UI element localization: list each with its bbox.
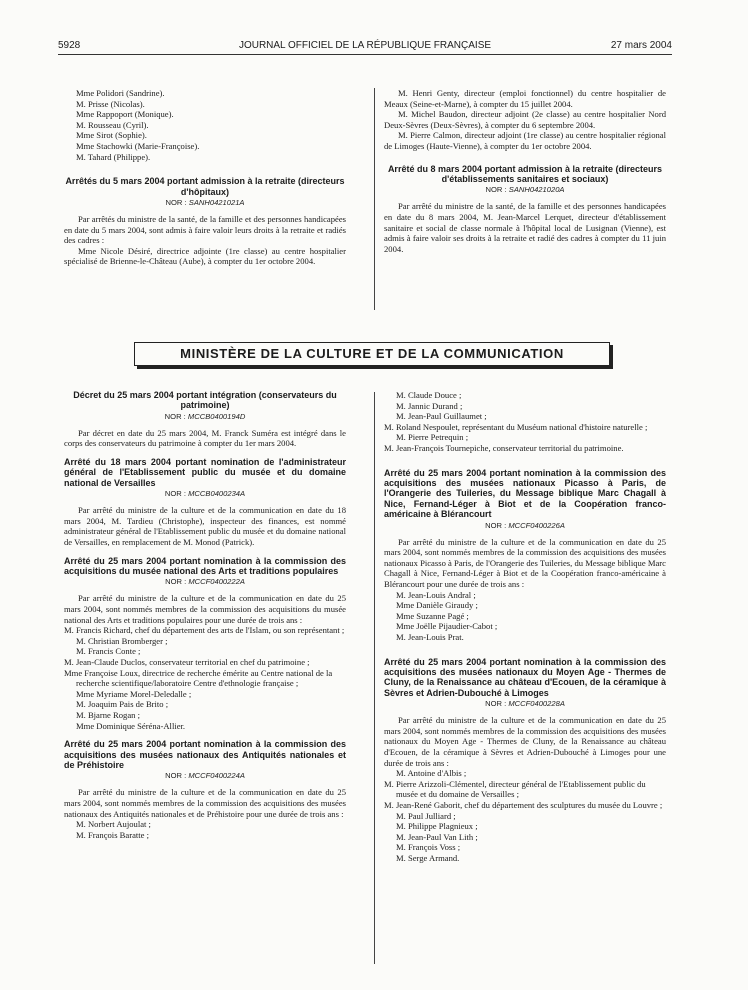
arrete-title: Arrêté du 25 mars 2004 portant nomination à la commission des acquisitions des musées nationaux Picasso à Paris, de l'Orangerie des Tuileries, du Message biblique Marc Chagall à Nice, Fernand-Léger à Biot et de la Coopération franco-américaine à Blérancourt bbox=[384, 467, 666, 520]
nor-reference: NOR : MCCF0400222A bbox=[165, 577, 245, 587]
top-right-column bbox=[384, 88, 666, 254]
member-item: M. Bjarne Rogan ; bbox=[76, 709, 140, 720]
column-divider-top bbox=[374, 88, 375, 310]
member-item: Mme Dominique Séréna-Allier. bbox=[76, 720, 186, 731]
decret-paragraph: Par décret en date du 25 mars 2004, M. Franck Suméra est intégré dans le corps des conservateurs du patrimoine à compter du 1er mars 2004. bbox=[64, 427, 346, 449]
bottom-left-column bbox=[64, 390, 346, 840]
member-item: M. Claude Douce ; bbox=[396, 390, 462, 400]
top-left-column bbox=[64, 88, 346, 267]
arrete-paragraph: M. Henri Genty, directeur (emploi fonctionnel) du centre hospitalier de Meaux (Seine-et-Marne), à compter du 15 juillet 2004. bbox=[384, 88, 666, 109]
arrete-paragraph: Mme Nicole Désiré, directrice adjointe (1re classe) au centre hospitalier spécialisé de Brienne-le-Château (Aube), à compter du 1er octobre 2004. bbox=[64, 245, 346, 267]
arrete-title: Arrêté du 18 mars 2004 portant nomination de l'administrateur général de l'Etablissement public du musée et du domaine national de Versailles bbox=[64, 457, 346, 488]
member-item: Mme Myriame Morel-Deledalle ; bbox=[76, 688, 192, 699]
nor-reference: NOR : MCCF0400224A bbox=[165, 771, 245, 781]
member-item: M. Jean-Paul Guillaumet ; bbox=[396, 411, 487, 422]
arrete-paragraph: Par arrêté du ministre de la culture et de la communication en date du 18 mars 2004, M. Tardieu (Christophe), inspecteur des finances, est nommé administrateur général de l'Etablissement public du musée et du domaine national de Versailles, en remplacement de M. Monod (Patrick). bbox=[64, 505, 346, 547]
nor-reference: NOR : SANH0421020A bbox=[485, 185, 565, 195]
arrete-title: Arrêté du 25 mars 2004 portant nomination à la commission des acquisitions du musée national des Arts et traditions populaires bbox=[64, 555, 346, 576]
nor-reference: NOR : MCCF0400228A bbox=[485, 699, 565, 709]
list-item: M. Rousseau (Cyril). bbox=[76, 119, 149, 130]
arrete-paragraph: Par arrêtés du ministre de la santé, de la famille et des personnes handicapées en date du 5 mars 2004, sont admis à faire valoir leurs droits à la retraite et radiés des cadres : bbox=[64, 213, 346, 246]
member-item: M. Christian Bromberger ; bbox=[76, 635, 168, 646]
member-item: M. Jean-Louis Andral ; bbox=[396, 589, 476, 600]
ministry-banner: MINISTÈRE DE LA CULTURE ET DE LA COMMUNICATION bbox=[134, 342, 610, 366]
decret-title: Décret du 25 mars 2004 portant intégration (conservateurs du patrimoine) bbox=[73, 390, 337, 411]
member-item: Mme Danièle Giraudy ; bbox=[396, 600, 478, 611]
column-divider-bottom bbox=[374, 392, 375, 964]
arrete-paragraph: Par arrêté du ministre de la culture et de la communication en date du 25 mars 2004, sont nommés membres de la commission des acquisitions du musée national des Arts et traditions populaires pour une durée de trois ans : bbox=[64, 593, 346, 625]
arrete-title: Arrêté du 25 mars 2004 portant nomination à la commission des acquisitions des musées nationaux des Antiquités nationales et de Préhistoire bbox=[64, 739, 346, 770]
issue-date: 27 mars 2004 bbox=[610, 40, 672, 51]
member-item: M. Roland Nespoulet, représentant du Muséum national d'histoire naturelle ; bbox=[384, 421, 648, 432]
arrete-paragraph: Par arrêté du ministre de la santé, de la famille et des personnes handicapées en date du 8 mars 2004, M. Jean-Marcel Lerquet, directeur d'établissement sanitaire et social de classe normale à l'hôpital local de Lusignan (Vienne), est admis à faire valoir ses droits à la retraite et radié des cadres à compter du 11 juin 2004. bbox=[384, 201, 666, 254]
arrete-paragraph: Par arrêté du ministre de la culture et de la communication en date du 25 mars 2004, sont nommés membres de la commission des acquisitions des musées nationaux du Moyen Age - Thermes de Cluny, de la Renaissance au château d'Ecouen, de la céramique à Sèvres et Adrien-Dubouché à Limoges pour une durée de trois ans : bbox=[384, 715, 666, 768]
list-item: M. Tahard (Philippe). bbox=[76, 151, 151, 162]
member-item: M. Jean-Paul Van Lith ; bbox=[396, 831, 478, 842]
member-item: M. Pierre Petrequin ; bbox=[396, 432, 469, 443]
page-header bbox=[58, 40, 672, 55]
nor-reference: NOR : MCCB0400234A bbox=[164, 489, 246, 499]
member-item: M. Paul Julliard ; bbox=[396, 810, 456, 821]
member-item: M. François Baratte ; bbox=[76, 829, 150, 840]
member-item: M. Antoine d'Albis ; bbox=[396, 768, 467, 779]
member-item: M. Jean-Louis Prat. bbox=[396, 631, 464, 642]
list-item: Mme Sirot (Sophie). bbox=[76, 130, 147, 141]
list-item: M. Prisse (Nicolas). bbox=[76, 98, 145, 109]
arrete-paragraph: M. Pierre Calmon, directeur adjoint (1re classe) au centre hospitalier régional de Limoges (Haute-Vienne), à compter du 1er octobre 2004. bbox=[384, 130, 666, 151]
nor-reference: NOR : MCCF0400226A bbox=[485, 520, 565, 530]
page-number: 5928 bbox=[58, 40, 81, 51]
list-item: Mme Polidori (Sandrine). bbox=[76, 88, 165, 98]
member-item: M. Pierre Arizzoli-Clémentel, directeur général de l'Etablissement public du musée et du domaine de Versailles ; bbox=[384, 778, 646, 800]
member-item: M. Joaquim Pais de Brito ; bbox=[76, 699, 169, 710]
member-item: Mme Suzanne Pagé ; bbox=[396, 610, 469, 621]
member-item: M. Francis Richard, chef du département des arts de l'Islam, ou son représentant ; bbox=[64, 625, 345, 636]
member-item: M. Jean-François Tournepiche, conservateur territorial du patrimoine. bbox=[384, 442, 624, 453]
member-item: M. François Voss ; bbox=[396, 842, 461, 853]
member-item: M. Jean-Claude Duclos, conservateur territorial en chef du patrimoine ; bbox=[64, 656, 310, 667]
journal-title: JOURNAL OFFICIEL DE LA RÉPUBLIQUE FRANÇAISE bbox=[238, 40, 492, 51]
bottom-right-column bbox=[384, 390, 666, 863]
list-item: Mme Rappoport (Monique). bbox=[76, 109, 174, 120]
member-item: M. Philippe Plagnieux ; bbox=[396, 821, 478, 832]
nor-reference: NOR : SANH0421021A bbox=[165, 197, 245, 207]
arrete-paragraph: Par arrêté du ministre de la culture et de la communication en date du 25 mars 2004, sont nommés membres de la commission des acquisitions des musées nationaux Picasso à Paris, de l'Orangerie des Tuileries, du Message biblique Marc Chagall à Nice, Fernand-Léger à Biot et de la Coopération franco-américaine à Blérancourt pour une durée de trois ans : bbox=[384, 536, 666, 589]
arrete-title: Arrêté du 25 mars 2004 portant nomination à la commission des acquisitions des musées nationaux du Moyen Age - Thermes de Cluny, de la Renaissance au château d'Ecouen, de la céramique à Sèvres et Adrien-Dubouché à Limoges bbox=[384, 656, 666, 698]
list-item: Mme Stachowki (Marie-Françoise). bbox=[76, 140, 200, 151]
member-item: M. Jean-René Gaborit, chef du département des sculptures du musée du Louvre ; bbox=[384, 799, 663, 810]
member-item: Mme Joëlle Pijaudier-Cabot ; bbox=[396, 621, 498, 632]
member-item: M. Jannic Durand ; bbox=[396, 400, 463, 411]
arrete-title: Arrêté du 8 mars 2004 portant admission à la retraite (directeurs d'établissements sanitaires et sociaux) bbox=[387, 163, 663, 184]
member-item: Mme Françoise Loux, directrice de recherche émérite au Centre national de la recherche scientifique/laboratoire Centre d'ethnologie française ; bbox=[64, 667, 333, 689]
arrete-paragraph: Par arrêté du ministre de la culture et de la communication en date du 25 mars 2004, sont nommés membres de la commission des acquisitions des musées nationaux des Antiquités nationales et de Préhistoire pour une durée de trois ans : bbox=[64, 787, 346, 819]
member-item: M. Serge Armand. bbox=[396, 852, 460, 863]
arrete-title: Arrêtés du 5 mars 2004 portant admission à la retraite (directeurs d'hôpitaux) bbox=[65, 176, 345, 197]
arrete-paragraph: M. Michel Baudon, directeur adjoint (2e classe) au centre hospitalier Nord Deux-Sèvres (Deux-Sèvres), à compter du 6 septembre 2004. bbox=[384, 109, 666, 130]
nor-reference: NOR : MCCB0400194D bbox=[164, 411, 246, 421]
member-item: M. Francis Conte ; bbox=[76, 646, 141, 657]
member-item: M. Norbert Aujoulat ; bbox=[76, 819, 151, 830]
